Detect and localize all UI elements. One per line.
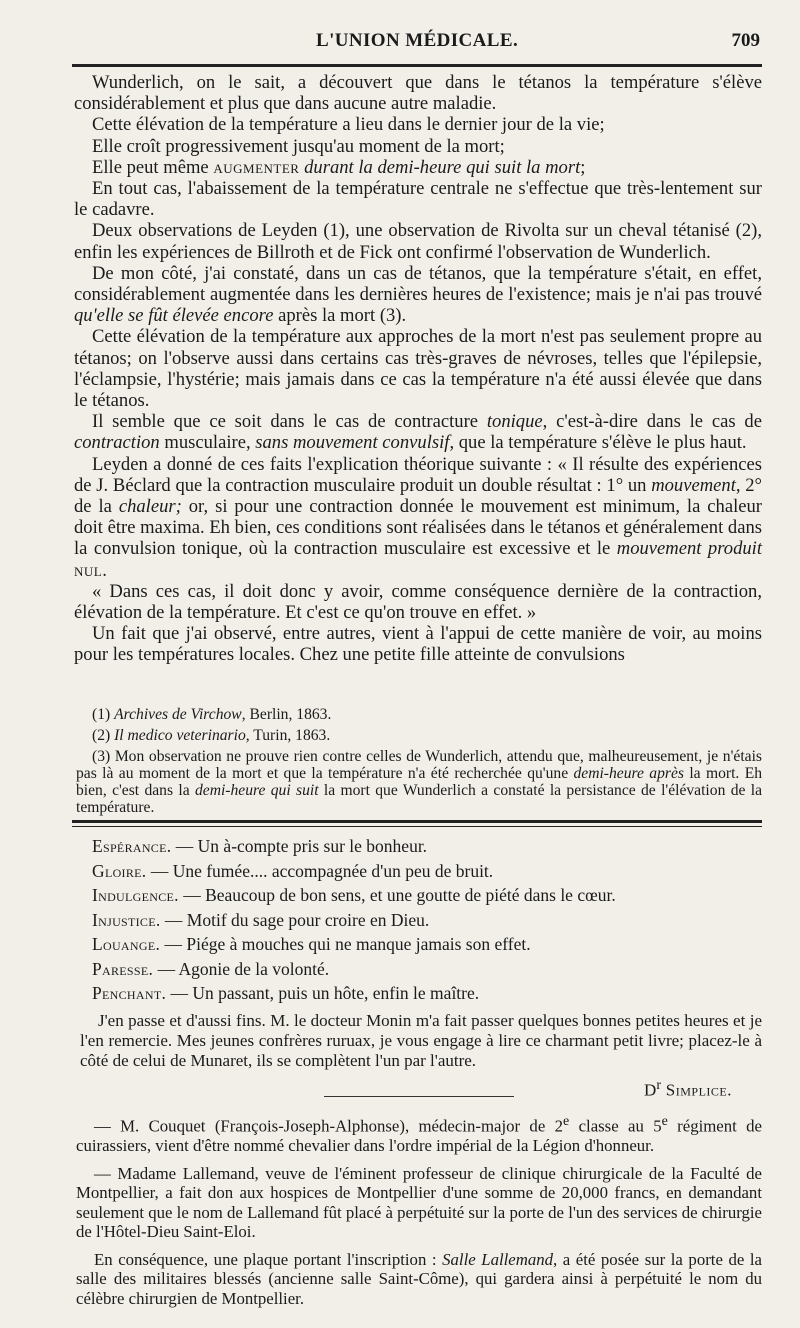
definition-item: Gloire. — Une fumée.... accompagnée d'un peu de bruit. (92, 860, 494, 881)
paragraph: Il semble que ce soit dans le cas de contracture tonique, c'est-à-dire dans le cas de contraction musculaire, sans mouvement convulsif, que la température s'élève le plus haut. (74, 411, 762, 454)
definition-item: Paresse. — Agonie de la volonté. (92, 958, 330, 979)
definition-item: Louange. — Piége à mouches qui ne manque jamais son effet. (92, 934, 531, 954)
definition-item: Espérance. — Un à-compte pris sur le bonheur. (92, 836, 428, 856)
closing-remarks (80, 1011, 762, 1101)
footnote: (3) Mon observation ne prouve rien contre celles de Wunderlich, attendu que, malheureusement, je n'étais pas là au moment de la mort et que la température n'a été recherchée qu'une demi-heure après la mort. Eh bien, c'est dans la demi-heure qui suit la mort que Wunderlich a constaté la persistance de l'élévation de la température. (76, 748, 763, 816)
paragraph: De mon côté, j'ai constaté, dans un cas de tétanos, que la température s'était, en effet, considérablement augmentée dans les dernières heures de l'existence; mais je n'ai pas trouvé qu'elle se fût élevée encore après la mort (3). (74, 262, 762, 327)
news-item: — Madame Lallemand, veuve de l'éminent professeur de clinique chirurgicale de la Faculté de Montpellier, a fait don aux hospices de Montpellier d'une somme de 20,000 francs, en demandant seulement que le nom de Lallemand fût placé à perpétuité sur la porte de l'un des services de chirurgie de l'Hôtel-Dieu Saint-Eloi. (76, 1163, 762, 1242)
definition-item: Injustice. — Motif du sage pour croire en Dieu. (92, 909, 430, 930)
paragraph: J'en passe et d'aussi fins. M. le docteur Monin m'a fait passer quelques bonnes petites heures et je l'en remercie. Mes jeunes confrères ruruax, je vous engage à lire ce charmant petit livre; placez-le à côté de celui de Munaret, ils se complètent l'un par l'autre. (80, 1011, 762, 1070)
news-item: En conséquence, une plaque portant l'inscription : Salle Lallemand, a été posée sur la porte de la salle des militaires blessés (ancienne salle Saint-Côme), qui gardera ainsi à perpétuité le nom du célèbre chirurgien de Montpellier. (76, 1249, 762, 1308)
paragraph: « Dans ces cas, il doit donc y avoir, comme conséquence dernière de la contraction, élévation de la température. Et c'est ce qu'on trouve en effet. » (74, 580, 762, 624)
section-rule (72, 820, 762, 823)
footnote: (1) Archives de Virchow, Berlin, 1863. (92, 706, 332, 723)
running-header (0, 30, 800, 56)
paragraph: Cette élévation de la température aux approches de la mort n'est pas seulement propre au tétanos; on l'observe aussi dans certains cas très-graves de névroses, telles que l'épilepsie, l'éclampsie, l'hystérie; mais jamais dans ce cas la température n'a été aussi élevée que dans le tétanos. (74, 326, 762, 412)
paragraph: Wunderlich, on le sait, a découvert que dans le tétanos la température s'élève considérablement et plus que dans aucune autre maladie. (74, 72, 762, 115)
separator-rule (324, 1096, 514, 1097)
signature: $D^r$ Simplice. (644, 1077, 732, 1100)
article-body (74, 72, 762, 666)
header-rule (72, 64, 762, 67)
paragraph: En tout cas, l'abaissement de la température centrale ne s'effectue que très-lentement sur le cadavre. (74, 178, 762, 221)
definition-item: Penchant. — Un passant, puis un hôte, enfin le maître. (92, 983, 480, 1003)
paragraph: Un fait que j'ai observé, entre autres, vient à l'appui de cette manière de voir, au moins pour les températures locales. Chez une petite fille atteinte de convulsions (74, 623, 762, 666)
definitions-list (80, 834, 762, 1101)
news-item: — M. Couquet (François-Joseph-Alphonse), médecin-major de 2e classe au 5e régiment de cuirassiers, vient d'être nommé chevalier dans l'ordre impérial de la Légion d'honneur. (76, 1114, 762, 1156)
section-rule (72, 826, 762, 827)
footnote: (2) Il medico veterinario, Turin, 1863. (92, 727, 331, 744)
paragraph: Elle croît progressivement jusqu'au moment de la mort; (92, 135, 505, 157)
footnotes (76, 706, 762, 820)
paragraph: Deux observations de Leyden (1), une observation de Rivolta sur un cheval tétanisé (2), enfin les expériences de Billroth et de Fick ont confirmé l'observation de Wunderlich. (74, 220, 762, 263)
paragraph: Leyden a donné de ces faits l'explication théorique suivante : « Il résulte des expériences de J. Béclard que la contraction musculaire produit un double résultat : 1° un mouvement, 2° de la chaleur; or, si pour une contraction donnée le mouvement est minimum, la chaleur doit être maxima. Eh bien, ces conditions sont réalisées dans le tétanos et généralement dans la convulsion tonique, où la contraction musculaire est excessive et le mouvement produit nul. (74, 453, 762, 581)
paragraph: Elle peut même augmenter durant la demi-heure qui suit la mort; (92, 156, 586, 178)
journal-title: L'UNION MÉDICALE. (316, 30, 519, 51)
news-items (76, 1112, 762, 1316)
paragraph: Cette élévation de la température a lieu dans le dernier jour de la vie; (92, 114, 605, 136)
definition-item: Indulgence. — Beaucoup de bon sens, et une goutte de piété dans le cœur. (92, 885, 616, 905)
page-number: 709 (731, 30, 760, 51)
